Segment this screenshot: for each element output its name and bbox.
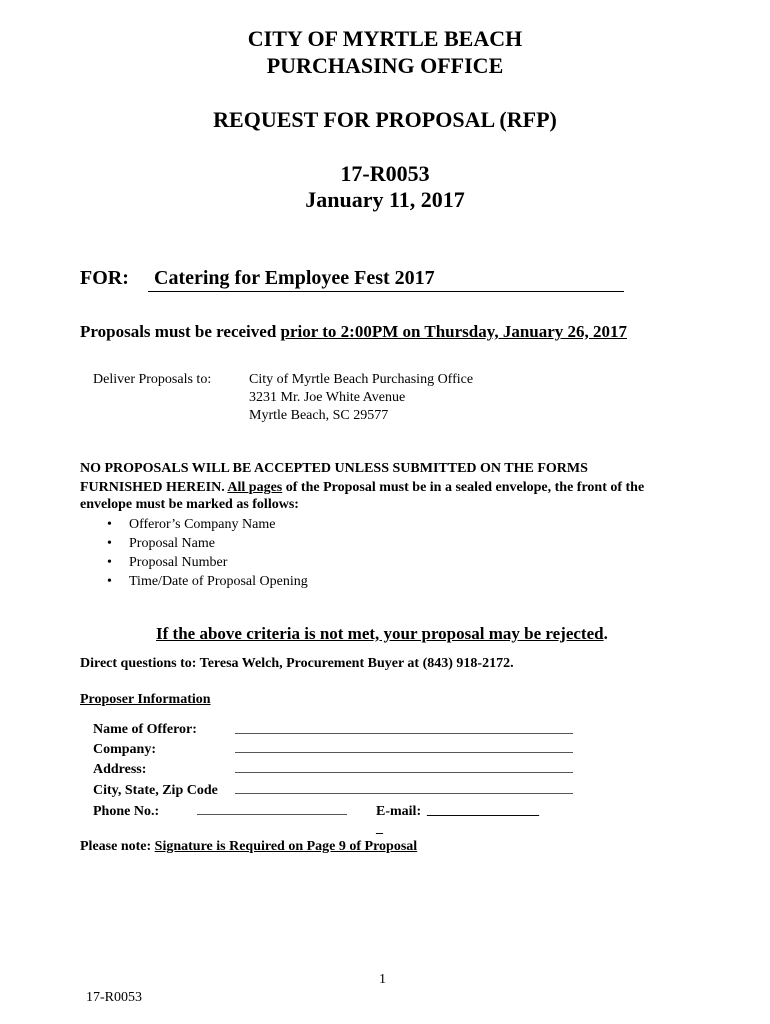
reject-text: If the above criteria is not met, your proposal may be rejected [156,624,604,643]
for-underline [148,291,624,292]
list-item [107,534,308,553]
rfp-date: January 11, 2017 [305,187,465,212]
list-item-label: Proposal Number [129,555,228,570]
bullet-icon: • [107,536,112,551]
rfp-number: 17-R0053 [340,161,430,186]
rfp-title: REQUEST FOR PROPOSAL (RFP) [213,107,557,132]
deadline-date: prior to 2:00PM on Thursday, January 26, 2017 [280,322,628,341]
notice-line-2-b: of the Proposal must be in a sealed envelope, the front of the [282,480,645,495]
email-field[interactable]: ________________ [427,803,539,818]
notice-line-2 [80,480,644,496]
signature-note [80,839,417,855]
notice-line-2-a: FURNISHED HEREIN. [80,480,228,495]
deliver-line-1: City of Myrtle Beach Purchasing Office [249,372,474,387]
envelope-marking-list [107,515,308,591]
list-item-label: Proposal Name [129,536,215,551]
list-item [107,553,308,572]
header-office: PURCHASING OFFICE [266,53,504,78]
deadline-text [80,322,627,342]
address-label: Address: [93,762,147,777]
notice-all-pages: All pages [227,480,283,495]
bullet-icon: • [107,574,112,589]
notice-line-3: envelope must be marked as follows: [80,497,299,512]
reject-period: . [603,624,608,643]
note-signature-required: Signature is Required on Page 9 of Proposal [154,839,418,854]
stray-underscore: _ [376,821,383,836]
address-field[interactable] [235,772,573,773]
city-state-zip-field[interactable] [235,793,573,794]
bullet-icon: • [107,555,112,570]
list-item-label: Time/Date of Proposal Opening [129,574,308,589]
list-item [107,515,308,534]
deliver-line-3: Myrtle Beach, SC 29577 [249,408,389,423]
notice-line-1: NO PROPOSALS WILL BE ACCEPTED UNLESS SUBMITTED ON THE FORMS [80,461,588,476]
phone-field[interactable] [197,814,347,815]
list-item [107,572,308,591]
questions-contact: Direct questions to: Teresa Welch, Procurement Buyer at (843) 918-2172. [80,656,514,671]
header-city: CITY OF MYRTLE BEACH [247,26,523,51]
email-label: E-mail: [376,804,422,819]
city-state-zip-label: City, State, Zip Code [93,783,218,798]
bullet-icon: • [107,517,112,532]
phone-label: Phone No.: [93,804,160,819]
for-value: Catering for Employee Fest 2017 [154,267,435,289]
deadline-prefix: Proposals must be received [80,322,281,341]
list-item-label: Offeror’s Company Name [129,517,276,532]
proposer-heading: Proposer Information [80,692,211,707]
company-label: Company: [93,742,157,757]
deliver-label: Deliver Proposals to: [93,372,212,387]
note-prefix: Please note: [80,839,155,854]
for-label: FOR: [80,267,129,289]
deliver-line-2: 3231 Mr. Joe White Avenue [249,390,406,405]
page-number: 1 [379,972,386,987]
company-field[interactable] [235,752,573,753]
footer-doc-id: 17-R0053 [86,990,142,1005]
name-of-offeror-field[interactable] [235,733,573,734]
name-of-offeror-label: Name of Offeror: [93,722,197,737]
reject-warning [156,624,608,644]
